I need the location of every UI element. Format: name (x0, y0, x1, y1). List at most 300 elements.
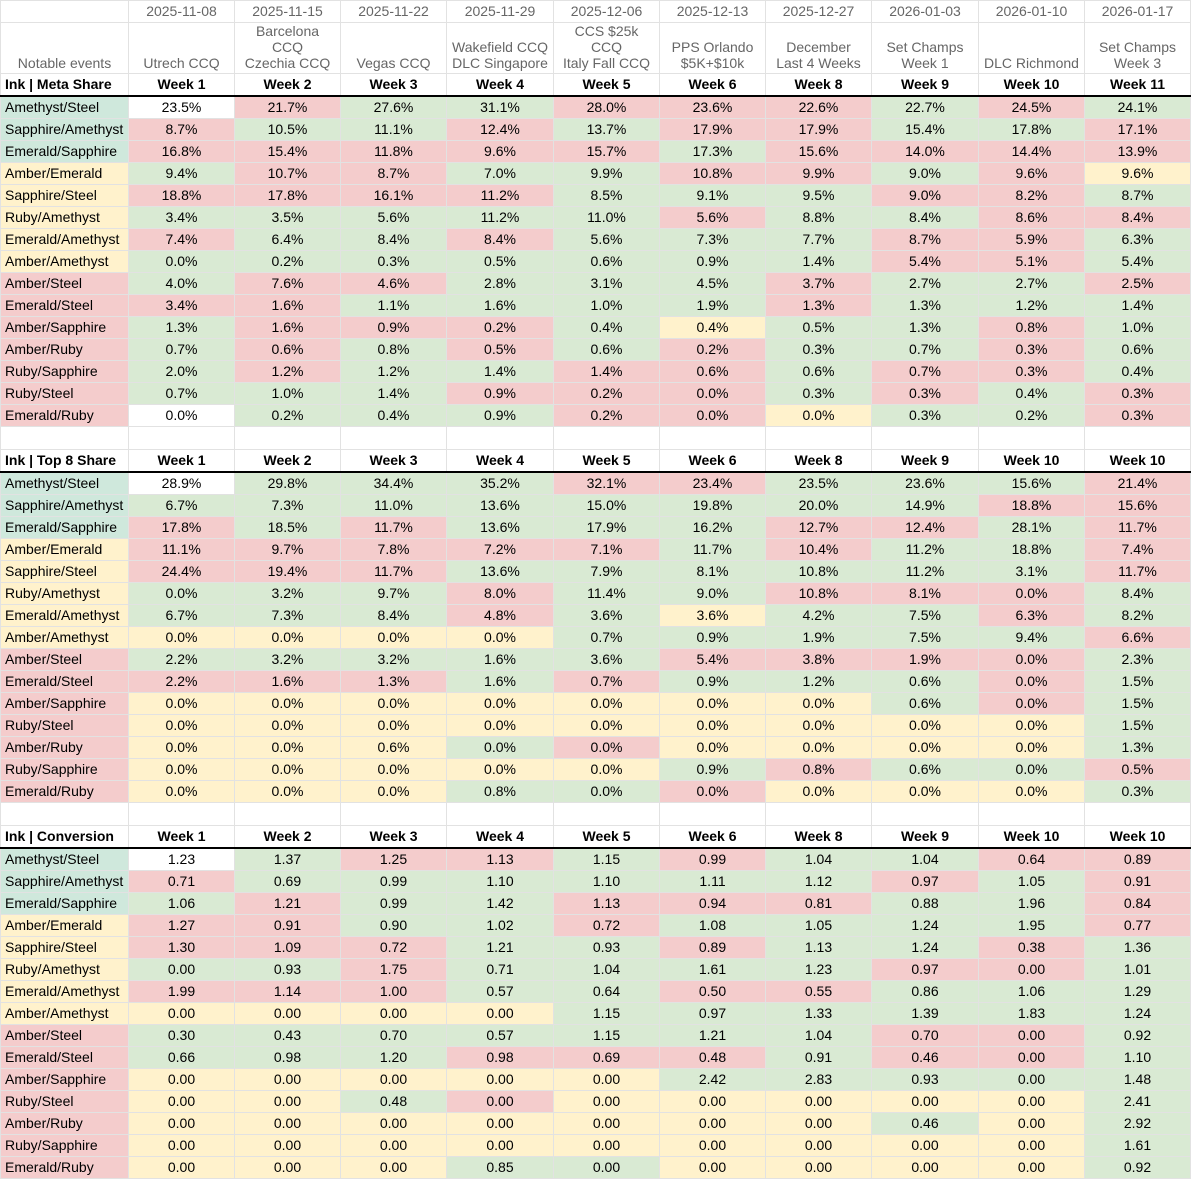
value-cell: 13.7% (554, 119, 660, 141)
value-cell: 1.13 (766, 937, 872, 959)
value-cell: 0.0% (766, 781, 872, 803)
value-cell: 23.5% (766, 472, 872, 495)
value-cell: 15.4% (872, 119, 979, 141)
value-cell: 3.1% (979, 561, 1085, 583)
value-cell: 0.3% (1085, 405, 1191, 427)
value-cell: 0.00 (660, 1157, 766, 1179)
value-cell: 11.2% (447, 185, 554, 207)
value-cell: 0.55 (766, 981, 872, 1003)
ink-pair-label: Sapphire/Amethyst (1, 119, 129, 141)
value-cell: 0.0% (235, 759, 341, 781)
ink-pair-label: Emerald/Sapphire (1, 141, 129, 163)
value-cell: 0.0% (129, 583, 235, 605)
table-row (1, 937, 1191, 959)
ink-pair-label: Ruby/Amethyst (1, 959, 129, 981)
week-header: Week 3 (341, 74, 447, 97)
value-cell: 6.7% (129, 605, 235, 627)
week-header: Week 10 (1085, 450, 1191, 473)
value-cell: 0.3% (766, 383, 872, 405)
value-cell: 0.00 (766, 1135, 872, 1157)
ink-pair-label: Amber/Steel (1, 649, 129, 671)
value-cell: 23.6% (660, 96, 766, 119)
value-cell: 6.4% (235, 229, 341, 251)
value-cell: 0.92 (1085, 1025, 1191, 1047)
table-row (1, 539, 1191, 561)
value-cell: 0.48 (341, 1091, 447, 1113)
value-cell: 0.00 (979, 1135, 1085, 1157)
value-cell: 13.6% (447, 561, 554, 583)
value-cell: 0.0% (341, 693, 447, 715)
value-cell: 0.97 (660, 1003, 766, 1025)
table-row (1, 649, 1191, 671)
value-cell: 1.95 (979, 915, 1085, 937)
value-cell: 0.0% (341, 715, 447, 737)
value-cell: 0.6% (872, 671, 979, 693)
value-cell: 18.5% (235, 517, 341, 539)
value-cell: 1.00 (341, 981, 447, 1003)
value-cell: 0.0% (872, 737, 979, 759)
value-cell: 0.9% (341, 317, 447, 339)
table-row (1, 295, 1191, 317)
empty-cell (341, 427, 447, 450)
ink-pair-label: Amber/Amethyst (1, 627, 129, 649)
value-cell: 2.42 (660, 1069, 766, 1091)
empty-cell (129, 427, 235, 450)
value-cell: 0.98 (235, 1047, 341, 1069)
table-row (1, 781, 1191, 803)
value-cell: 1.6% (235, 295, 341, 317)
value-cell: 1.27 (129, 915, 235, 937)
value-cell: 0.3% (872, 383, 979, 405)
value-cell: 3.2% (235, 649, 341, 671)
date-cell: 2026-01-17 (1085, 1, 1191, 23)
value-cell: 0.0% (235, 627, 341, 649)
value-cell: 0.0% (554, 737, 660, 759)
value-cell: 9.1% (660, 185, 766, 207)
value-cell: 27.6% (341, 96, 447, 119)
table-row (1, 361, 1191, 383)
value-cell: 0.43 (235, 1025, 341, 1047)
value-cell: 0.00 (979, 1113, 1085, 1135)
value-cell: 8.2% (979, 185, 1085, 207)
table-row (1, 1047, 1191, 1069)
value-cell: 1.14 (235, 981, 341, 1003)
value-cell: 0.00 (660, 1113, 766, 1135)
week-header: Week 10 (979, 74, 1085, 97)
value-cell: 1.4% (554, 361, 660, 383)
value-cell: 10.8% (766, 583, 872, 605)
value-cell: 1.48 (1085, 1069, 1191, 1091)
value-cell: 9.0% (872, 163, 979, 185)
ink-pair-label: Amber/Ruby (1, 339, 129, 361)
table-body (1, 1, 1191, 1179)
value-cell: 32.1% (554, 472, 660, 495)
value-cell: 5.6% (660, 207, 766, 229)
value-cell: 0.0% (660, 383, 766, 405)
value-cell: 0.4% (554, 317, 660, 339)
table-row (1, 561, 1191, 583)
table-row (1, 583, 1191, 605)
empty-cell (766, 803, 872, 826)
value-cell: 2.3% (1085, 649, 1191, 671)
table-row (1, 383, 1191, 405)
value-cell: 1.10 (447, 871, 554, 893)
value-cell: 0.90 (341, 915, 447, 937)
week-header: Week 9 (872, 74, 979, 97)
value-cell: 0.00 (447, 1069, 554, 1091)
week-header: Week 5 (554, 826, 660, 849)
value-cell: 0.00 (129, 1113, 235, 1135)
value-cell: 15.7% (554, 141, 660, 163)
date-cell: 2026-01-10 (979, 1, 1085, 23)
value-cell: 9.4% (129, 163, 235, 185)
value-cell: 1.23 (129, 848, 235, 871)
value-cell: 0.0% (447, 693, 554, 715)
table-row (1, 207, 1191, 229)
value-cell: 0.00 (979, 1025, 1085, 1047)
value-cell: 10.4% (766, 539, 872, 561)
week-header: Week 8 (766, 826, 872, 849)
ink-pair-label: Amethyst/Steel (1, 472, 129, 495)
section-header-row (1, 826, 1191, 849)
ink-pair-label: Ruby/Sapphire (1, 759, 129, 781)
empty-cell (872, 803, 979, 826)
table-row (1, 737, 1191, 759)
value-cell: 0.3% (872, 405, 979, 427)
value-cell: 0.64 (979, 848, 1085, 871)
value-cell: 18.8% (979, 495, 1085, 517)
value-cell: 0.8% (766, 759, 872, 781)
week-header: Week 6 (660, 826, 766, 849)
value-cell: 8.4% (341, 229, 447, 251)
ink-pair-label: Emerald/Amethyst (1, 229, 129, 251)
value-cell: 0.72 (341, 937, 447, 959)
value-cell: 0.00 (872, 1157, 979, 1179)
value-cell: 0.0% (660, 405, 766, 427)
value-cell: 0.0% (129, 251, 235, 273)
value-cell: 0.77 (1085, 915, 1191, 937)
value-cell: 0.00 (235, 1003, 341, 1025)
value-cell: 0.00 (341, 1135, 447, 1157)
value-cell: 0.0% (660, 715, 766, 737)
value-cell: 7.6% (235, 273, 341, 295)
value-cell: 0.2% (235, 405, 341, 427)
ink-pair-label: Amber/Emerald (1, 163, 129, 185)
value-cell: 0.0% (766, 715, 872, 737)
value-cell: 0.57 (447, 1025, 554, 1047)
value-cell: 1.9% (766, 627, 872, 649)
value-cell: 0.93 (235, 959, 341, 981)
ink-pair-label: Sapphire/Steel (1, 937, 129, 959)
table-row (1, 141, 1191, 163)
value-cell: 1.0% (235, 383, 341, 405)
event-cell: Set Champs Week 3 (1085, 23, 1191, 74)
table-row (1, 1157, 1191, 1179)
value-cell: 1.04 (766, 848, 872, 871)
value-cell: 1.96 (979, 893, 1085, 915)
value-cell: 0.9% (447, 405, 554, 427)
value-cell: 0.0% (872, 715, 979, 737)
empty-cell (1, 803, 129, 826)
value-cell: 0.0% (979, 671, 1085, 693)
value-cell: 0.6% (872, 693, 979, 715)
value-cell: 1.75 (341, 959, 447, 981)
ink-pair-label: Amber/Emerald (1, 539, 129, 561)
value-cell: 1.6% (447, 671, 554, 693)
value-cell: 11.7% (660, 539, 766, 561)
date-cell: 2025-12-06 (554, 1, 660, 23)
value-cell: 29.8% (235, 472, 341, 495)
value-cell: 13.6% (447, 517, 554, 539)
value-cell: 0.9% (660, 671, 766, 693)
value-cell: 1.11 (660, 871, 766, 893)
value-cell: 0.86 (872, 981, 979, 1003)
empty-cell (660, 427, 766, 450)
value-cell: 2.7% (872, 273, 979, 295)
ink-pair-label: Emerald/Steel (1, 671, 129, 693)
value-cell: 0.5% (447, 251, 554, 273)
value-cell: 0.00 (554, 1157, 660, 1179)
value-cell: 7.4% (129, 229, 235, 251)
value-cell: 1.20 (341, 1047, 447, 1069)
value-cell: 0.93 (872, 1069, 979, 1091)
value-cell: 0.00 (554, 1069, 660, 1091)
event-cell: December Last 4 Weeks (766, 23, 872, 74)
date-cell: 2025-12-13 (660, 1, 766, 23)
value-cell: 1.29 (1085, 981, 1191, 1003)
value-cell: 0.00 (235, 1113, 341, 1135)
table-row (1, 1135, 1191, 1157)
spacer-row (1, 427, 1191, 450)
value-cell: 2.2% (129, 649, 235, 671)
value-cell: 3.5% (235, 207, 341, 229)
ink-pair-label: Emerald/Ruby (1, 781, 129, 803)
value-cell: 15.6% (1085, 495, 1191, 517)
date-cell: 2025-11-15 (235, 1, 341, 23)
value-cell: 0.3% (979, 339, 1085, 361)
value-cell: 8.5% (554, 185, 660, 207)
value-cell: 1.99 (129, 981, 235, 1003)
value-cell: 0.00 (766, 1157, 872, 1179)
value-cell: 2.92 (1085, 1113, 1191, 1135)
value-cell: 0.0% (341, 781, 447, 803)
value-cell: 0.0% (341, 759, 447, 781)
value-cell: 0.00 (660, 1135, 766, 1157)
value-cell: 0.0% (129, 759, 235, 781)
value-cell: 1.24 (872, 915, 979, 937)
value-cell: 8.4% (1085, 583, 1191, 605)
value-cell: 22.7% (872, 96, 979, 119)
value-cell: 1.3% (872, 295, 979, 317)
section-header-row (1, 74, 1191, 97)
value-cell: 28.1% (979, 517, 1085, 539)
value-cell: 0.7% (872, 361, 979, 383)
value-cell: 4.8% (447, 605, 554, 627)
event-cell: Set Champs Week 1 (872, 23, 979, 74)
value-cell: 0.3% (766, 339, 872, 361)
value-cell: 1.24 (872, 937, 979, 959)
value-cell: 17.9% (660, 119, 766, 141)
value-cell: 0.66 (129, 1047, 235, 1069)
value-cell: 7.2% (447, 539, 554, 561)
table-row (1, 1113, 1191, 1135)
value-cell: 7.3% (660, 229, 766, 251)
value-cell: 1.0% (1085, 317, 1191, 339)
value-cell: 16.2% (660, 517, 766, 539)
value-cell: 17.8% (979, 119, 1085, 141)
value-cell: 8.6% (979, 207, 1085, 229)
value-cell: 6.3% (1085, 229, 1191, 251)
value-cell: 16.1% (341, 185, 447, 207)
empty-cell (447, 427, 554, 450)
spacer-row (1, 803, 1191, 826)
value-cell: 0.00 (766, 1113, 872, 1135)
value-cell: 0.89 (1085, 848, 1191, 871)
value-cell: 11.2% (872, 561, 979, 583)
value-cell: 7.7% (766, 229, 872, 251)
value-cell: 17.3% (660, 141, 766, 163)
value-cell: 0.91 (1085, 871, 1191, 893)
empty-cell (1085, 427, 1191, 450)
value-cell: 0.94 (660, 893, 766, 915)
week-header: Week 1 (129, 74, 235, 97)
value-cell: 1.13 (447, 848, 554, 871)
value-cell: 0.99 (341, 893, 447, 915)
value-cell: 15.0% (554, 495, 660, 517)
value-cell: 1.2% (979, 295, 1085, 317)
week-header: Week 8 (766, 74, 872, 97)
value-cell: 0.0% (129, 693, 235, 715)
value-cell: 23.4% (660, 472, 766, 495)
value-cell: 1.12 (766, 871, 872, 893)
value-cell: 0.0% (554, 715, 660, 737)
value-cell: 0.6% (341, 737, 447, 759)
value-cell: 3.6% (660, 605, 766, 627)
value-cell: 2.2% (129, 671, 235, 693)
value-cell: 3.6% (554, 649, 660, 671)
week-header: Week 8 (766, 450, 872, 473)
value-cell: 0.00 (235, 1135, 341, 1157)
value-cell: 11.7% (1085, 561, 1191, 583)
value-cell: 21.7% (235, 96, 341, 119)
value-cell: 0.0% (979, 583, 1085, 605)
value-cell: 12.7% (766, 517, 872, 539)
value-cell: 8.4% (1085, 207, 1191, 229)
value-cell: 0.8% (447, 781, 554, 803)
week-header: Week 2 (235, 450, 341, 473)
value-cell: 0.2% (660, 339, 766, 361)
value-cell: 1.30 (129, 937, 235, 959)
value-cell: 3.6% (554, 605, 660, 627)
value-cell: 0.0% (554, 759, 660, 781)
value-cell: 9.7% (235, 539, 341, 561)
value-cell: 0.0% (447, 715, 554, 737)
ink-pair-label: Emerald/Ruby (1, 1157, 129, 1179)
value-cell: 0.0% (129, 781, 235, 803)
value-cell: 0.2% (447, 317, 554, 339)
value-cell: 0.48 (660, 1047, 766, 1069)
value-cell: 0.70 (872, 1025, 979, 1047)
value-cell: 1.3% (341, 671, 447, 693)
table-row (1, 627, 1191, 649)
empty-cell (1085, 803, 1191, 826)
value-cell: 23.6% (872, 472, 979, 495)
ink-pair-label: Ruby/Amethyst (1, 583, 129, 605)
table-row (1, 605, 1191, 627)
value-cell: 1.24 (1085, 1003, 1191, 1025)
ink-pair-label: Sapphire/Amethyst (1, 871, 129, 893)
value-cell: 0.3% (979, 361, 1085, 383)
value-cell: 0.9% (447, 383, 554, 405)
ink-pair-label: Amber/Sapphire (1, 693, 129, 715)
week-header: Week 6 (660, 74, 766, 97)
value-cell: 1.5% (1085, 671, 1191, 693)
value-cell: 1.04 (766, 1025, 872, 1047)
value-cell: 0.92 (1085, 1157, 1191, 1179)
value-cell: 0.00 (979, 1091, 1085, 1113)
value-cell: 0.72 (554, 915, 660, 937)
value-cell: 1.09 (235, 937, 341, 959)
event-cell: Utrech CCQ (129, 23, 235, 74)
value-cell: 0.00 (660, 1091, 766, 1113)
value-cell: 0.6% (235, 339, 341, 361)
empty-cell (235, 427, 341, 450)
empty-cell (1, 427, 129, 450)
value-cell: 0.0% (766, 405, 872, 427)
value-cell: 1.15 (554, 848, 660, 871)
value-cell: 2.5% (1085, 273, 1191, 295)
table-row (1, 163, 1191, 185)
section-title: Ink | Meta Share (1, 74, 129, 97)
value-cell: 1.21 (447, 937, 554, 959)
value-cell: 0.5% (1085, 759, 1191, 781)
value-cell: 17.9% (766, 119, 872, 141)
value-cell: 3.1% (554, 273, 660, 295)
value-cell: 0.9% (660, 251, 766, 273)
value-cell: 10.5% (235, 119, 341, 141)
table-row (1, 959, 1191, 981)
value-cell: 14.0% (872, 141, 979, 163)
value-cell: 1.21 (235, 893, 341, 915)
table-row (1, 517, 1191, 539)
ink-pair-label: Ruby/Steel (1, 1091, 129, 1113)
value-cell: 0.99 (660, 848, 766, 871)
table-row (1, 1069, 1191, 1091)
value-cell: 0.6% (660, 361, 766, 383)
week-header: Week 9 (872, 826, 979, 849)
value-cell: 9.9% (554, 163, 660, 185)
value-cell: 1.6% (235, 671, 341, 693)
value-cell: 1.39 (872, 1003, 979, 1025)
value-cell: 11.1% (129, 539, 235, 561)
value-cell: 20.0% (766, 495, 872, 517)
value-cell: 0.0% (979, 759, 1085, 781)
value-cell: 0.93 (554, 937, 660, 959)
week-header: Week 11 (1085, 74, 1191, 97)
value-cell: 12.4% (447, 119, 554, 141)
value-cell: 0.0% (660, 781, 766, 803)
value-cell: 4.5% (660, 273, 766, 295)
value-cell: 13.6% (447, 495, 554, 517)
value-cell: 0.71 (447, 959, 554, 981)
value-cell: 1.6% (447, 295, 554, 317)
value-cell: 0.7% (554, 671, 660, 693)
value-cell: 1.13 (554, 893, 660, 915)
value-cell: 9.4% (979, 627, 1085, 649)
value-cell: 9.6% (1085, 163, 1191, 185)
value-cell: 1.2% (341, 361, 447, 383)
value-cell: 4.2% (766, 605, 872, 627)
